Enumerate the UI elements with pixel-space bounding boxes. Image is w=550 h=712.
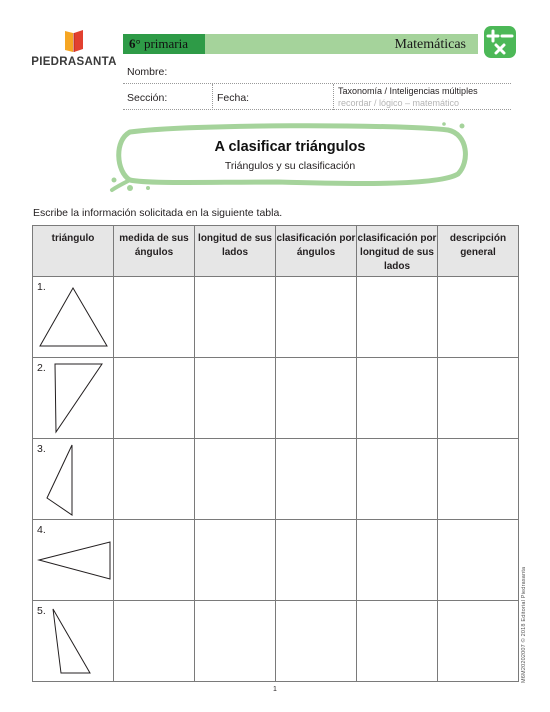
table-row <box>33 358 519 439</box>
right-triangle-icon <box>33 358 113 438</box>
header-triangle: triángulo <box>33 226 114 277</box>
header-angle-classification: clasificación por ángulos <box>276 226 357 277</box>
answer-cell[interactable] <box>357 358 438 439</box>
triangle-cell <box>33 601 114 682</box>
answer-cell[interactable] <box>195 520 276 601</box>
answer-cell[interactable] <box>195 439 276 520</box>
taxonomy-label: Taxonomía / Inteligencias múltiples <box>338 86 478 96</box>
answer-cell[interactable] <box>276 277 357 358</box>
answer-cell[interactable] <box>114 277 195 358</box>
name-label: Nombre: <box>127 66 168 78</box>
answer-cell[interactable] <box>438 439 519 520</box>
triangle-cell <box>33 277 114 358</box>
answer-cell[interactable] <box>114 520 195 601</box>
header-angle-measure: medida de sus ángulos <box>114 226 195 277</box>
table-row <box>33 520 519 601</box>
table-row <box>33 601 519 682</box>
grade-suffix: ° primaria <box>135 36 188 51</box>
answer-cell[interactable] <box>195 601 276 682</box>
triangle-table <box>32 225 519 682</box>
row-number: 1. <box>37 281 46 293</box>
title-banner <box>108 122 472 194</box>
answer-cell[interactable] <box>276 439 357 520</box>
page-number: 1 <box>273 686 277 693</box>
answer-cell[interactable] <box>114 601 195 682</box>
answer-cell[interactable] <box>357 520 438 601</box>
isosceles-triangle-icon <box>33 520 113 600</box>
equilateral-triangle-icon <box>33 277 113 357</box>
plus-minus-times-icon <box>482 24 518 60</box>
brand-name: PIEDRASANTA <box>31 56 117 68</box>
table-row <box>33 439 519 520</box>
activity-title: A clasificar triángulos <box>214 139 366 155</box>
grade-number: 6 <box>129 36 136 51</box>
scalene-triangle-icon <box>33 601 113 681</box>
answer-cell[interactable] <box>195 277 276 358</box>
header-side-length: longitud de sus lados <box>195 226 276 277</box>
obtuse-triangle-icon <box>33 439 113 519</box>
header-description: descripción general <box>438 226 519 277</box>
answer-cell[interactable] <box>438 601 519 682</box>
table-row <box>33 277 519 358</box>
row-number: 5. <box>37 605 46 617</box>
field-divider <box>333 84 334 110</box>
row-number: 4. <box>37 524 46 536</box>
name-line[interactable] <box>123 83 511 84</box>
answer-cell[interactable] <box>357 277 438 358</box>
row-number: 2. <box>37 362 46 374</box>
header-band <box>123 34 478 54</box>
section-line[interactable] <box>123 109 511 110</box>
date-label: Fecha: <box>217 92 250 104</box>
answer-cell[interactable] <box>357 439 438 520</box>
triangle-cell <box>33 358 114 439</box>
taxonomy-value: recordar / lógico – matemático <box>338 98 460 108</box>
answer-cell[interactable] <box>438 277 519 358</box>
instruction-text: Escribe la información solicitada en la siguiente tabla. <box>33 207 283 219</box>
answer-cell[interactable] <box>114 439 195 520</box>
field-divider <box>212 84 213 110</box>
book-logo-icon <box>62 28 86 54</box>
triangle-cell <box>33 439 114 520</box>
answer-cell[interactable] <box>195 358 276 439</box>
section-label: Sección: <box>127 92 168 104</box>
answer-cell[interactable] <box>276 601 357 682</box>
triangle-cell <box>33 520 114 601</box>
answer-cell[interactable] <box>276 520 357 601</box>
row-number: 3. <box>37 443 46 455</box>
header-side-classification: clasificación por longitud de sus lados <box>357 226 438 277</box>
activity-subtitle: Triángulos y su clasificación <box>224 160 356 172</box>
answer-cell[interactable] <box>276 358 357 439</box>
answer-cell[interactable] <box>114 358 195 439</box>
table-header-row <box>33 226 519 277</box>
copyright-code: M6M20202007 © 2018 Editorial Piedrasanta <box>521 566 527 683</box>
subject-title: Matemáticas <box>394 37 466 52</box>
answer-cell[interactable] <box>438 358 519 439</box>
answer-cell[interactable] <box>357 601 438 682</box>
grade-label <box>123 34 205 54</box>
piedrasanta-logo <box>28 28 120 72</box>
answer-cell[interactable] <box>438 520 519 601</box>
